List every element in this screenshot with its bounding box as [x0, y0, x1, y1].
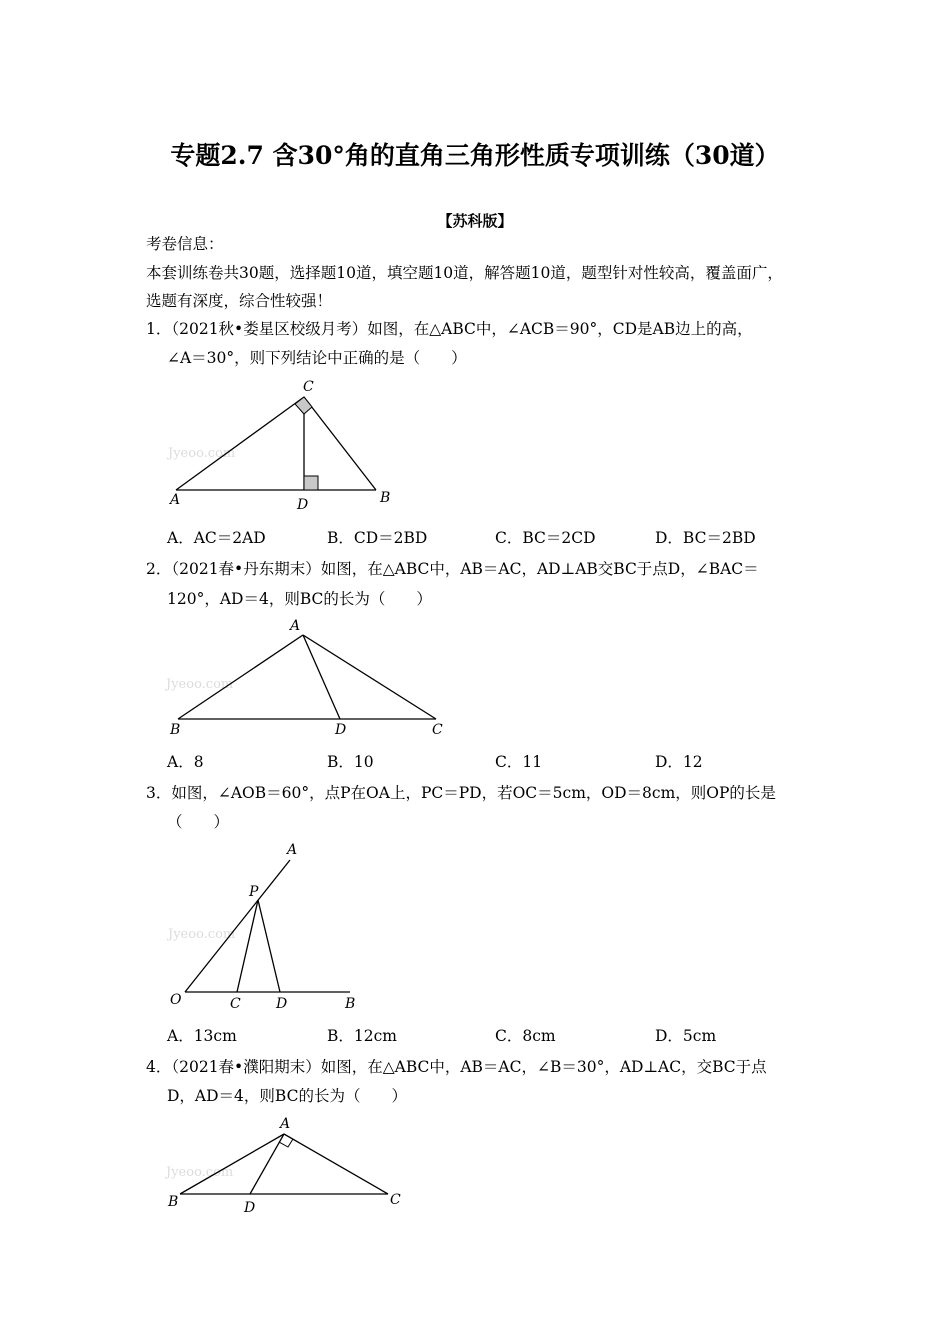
label-b: B [170, 722, 181, 738]
question-3-option-b[interactable]: B．12cm [327, 1027, 397, 1045]
segment-ad [303, 635, 340, 719]
segment-pd [258, 900, 280, 992]
question-2-option-a[interactable]: A．8 [167, 753, 204, 771]
watermark: Jyeoo.com [166, 677, 234, 692]
question-4-line-2: D，AD＝4，则BC的长为（ ） [167, 1087, 407, 1105]
info-line-1: 本套训练卷共30题，选择题10道，填空题10道，解答题10道，题型针对性较高，覆盖面广， [146, 264, 783, 282]
right-angle-mark-d [304, 476, 318, 490]
question-1-line-2: ∠A＝30°，则下列结论中正确的是（ ） [167, 349, 467, 367]
label-a: A [290, 618, 301, 634]
info-line-2: 选题有深度，综合性较强！ [146, 292, 333, 310]
label-p: P [249, 884, 259, 900]
watermark: Jyeoo.com [168, 446, 236, 461]
label-d: D [335, 722, 347, 738]
label-d: D [276, 996, 288, 1012]
label-c: C [390, 1192, 401, 1208]
label-b: B [168, 1194, 179, 1210]
watermark: Jyeoo.com [168, 927, 236, 942]
segment-ab [180, 1134, 284, 1194]
label-a: A [280, 1116, 291, 1132]
info-heading: 考卷信息： [146, 235, 224, 253]
edition-label: 【苏科版】 [437, 212, 513, 230]
question-2-option-b[interactable]: B．10 [327, 753, 374, 771]
question-2-option-c[interactable]: C．11 [495, 753, 543, 771]
question-1-figure [160, 372, 400, 512]
label-d: D [244, 1200, 256, 1216]
question-3-figure [160, 836, 380, 1016]
label-c: C [303, 379, 314, 395]
question-3-line-2: （ ） [167, 813, 230, 831]
label-c: C [432, 722, 443, 738]
question-4-line-1: 4．（2021春•濮阳期末）如图，在△ABC中，AB＝AC，∠B＝30°，AD⊥AC，交BC于点 [146, 1058, 767, 1076]
label-o: O [170, 992, 182, 1008]
segment-ac [284, 1134, 388, 1194]
question-1-line-1: 1．（2021秋•娄星区校级月考）如图，在△ABC中，∠ACB＝90°，CD是AB边上的高， [146, 320, 753, 338]
segment-ac [176, 397, 304, 490]
page-title: 专题2.7 含30°角的直角三角形性质专项训练（30道） [170, 141, 780, 170]
label-b: B [345, 996, 356, 1012]
question-2-line-2: 120°，AD＝4，则BC的长为（ ） [167, 590, 432, 608]
question-3-option-c[interactable]: C．8cm [495, 1027, 556, 1045]
question-1-option-c[interactable]: C．BC＝2CD [495, 529, 596, 547]
question-3-line-1: 3．如图，∠AOB＝60°，点P在OA上，PC＝PD，若OC＝5cm，OD＝8cm，则OP的长是 [146, 784, 776, 802]
question-2-figure [160, 612, 460, 742]
label-d: D [297, 497, 309, 513]
question-4-figure [160, 1110, 420, 1220]
question-1-option-d[interactable]: D．BC＝2BD [655, 529, 756, 547]
label-a: A [287, 842, 298, 858]
watermark: Jyeoo.com [166, 1165, 234, 1180]
question-1-option-a[interactable]: A．AC＝2AD [167, 529, 266, 547]
segment-ac [303, 635, 436, 719]
question-3-option-d[interactable]: D．5cm [655, 1027, 717, 1045]
question-2-option-d[interactable]: D．12 [655, 753, 703, 771]
segment-ad [250, 1134, 284, 1194]
label-c: C [230, 996, 241, 1012]
right-angle-mark-c [295, 397, 312, 414]
question-1-option-b[interactable]: B．CD＝2BD [327, 529, 428, 547]
question-3-option-a[interactable]: A．13cm [167, 1027, 237, 1045]
label-a: A [170, 492, 181, 508]
question-2-line-1: 2．（2021春•丹东期末）如图，在△ABC中，AB＝AC，AD⊥AB交BC于点D，∠BAC＝ [146, 560, 759, 578]
label-b: B [380, 490, 391, 506]
ray-oa [185, 860, 290, 992]
